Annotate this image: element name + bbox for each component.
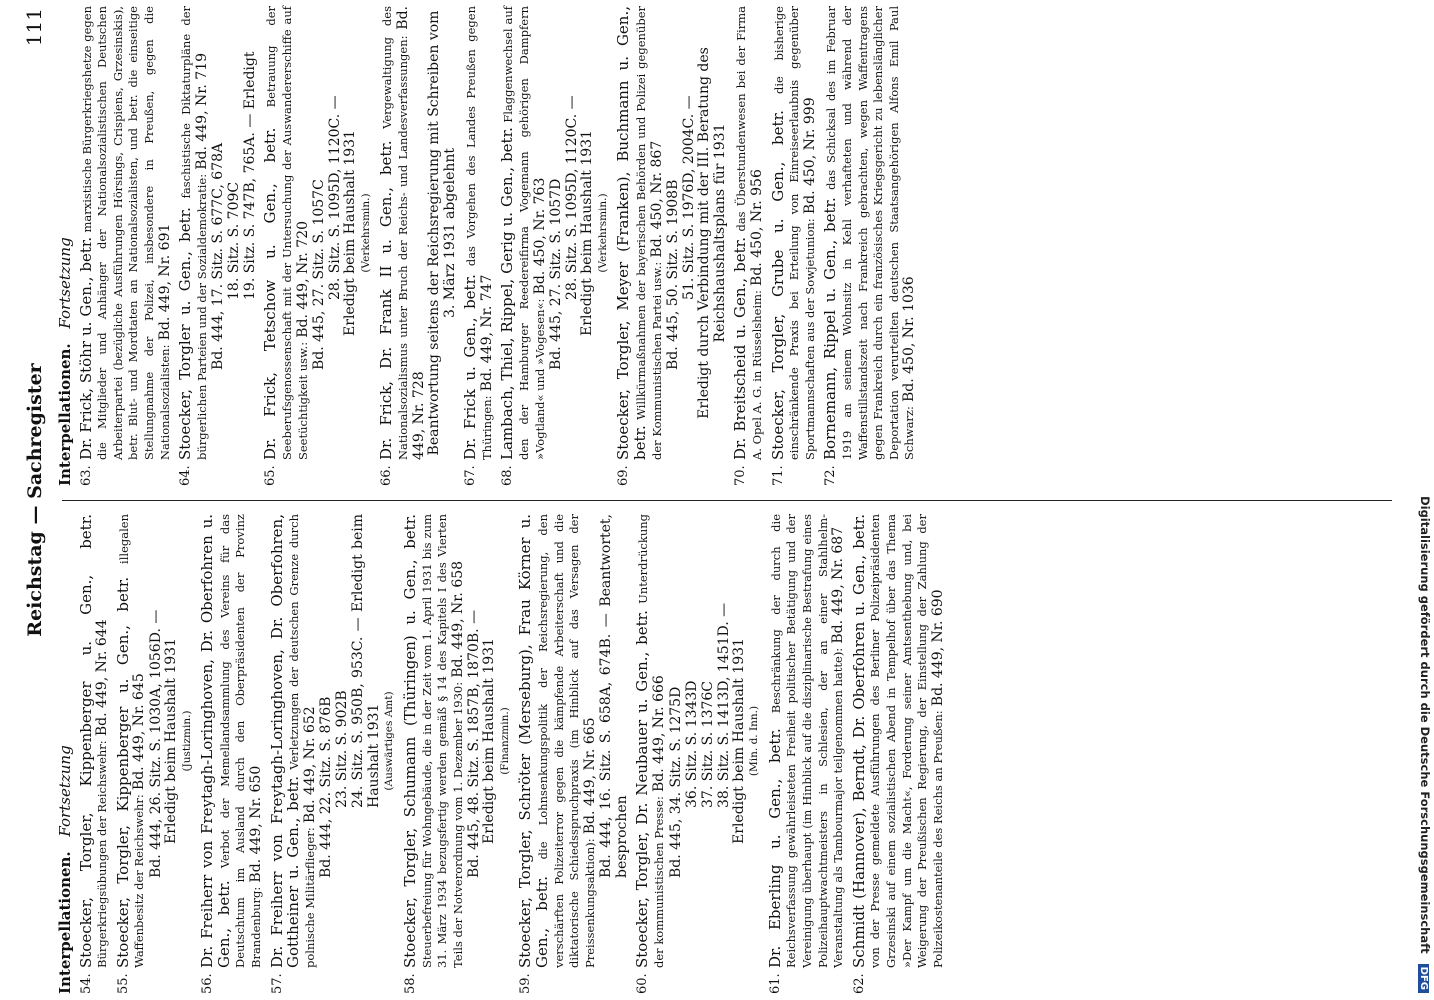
column-divider [62,500,1392,501]
session-reference: Bd. 445, 48. Sitz. S. 1857B, 1870B. — [466,609,483,878]
left-column [58,514,946,994]
entry-text [823,6,918,460]
entry-reference: Bd. 449, Nr. 644 [94,619,111,737]
entry-number: 62. [851,973,867,994]
register-entry [113,514,195,994]
session-reference: 23. Sitz. S. 902B [334,690,351,808]
entry-subject: die bisherige einschränkende Praxis bei Erteilung von Einreiseerlaubnis gegenüber Sportmannschaften aus der Sowjetunion: [771,6,817,460]
entry-text [500,6,548,460]
register-entry [849,514,947,994]
disposal-note: Erledigt beim Haushalt 1931 [481,638,498,844]
entry-number: 58. [402,973,418,994]
register-entry [263,6,374,486]
entry-authors: Dr. Frick u. Gen., betr. [461,274,480,460]
entry-reference: Bd. 449, Nr. 652 [301,706,318,824]
session-reference: Bd. 445, 50. Sitz. S. 1908B [665,179,682,370]
entry-authors: Stoecker, Torgler, Kippenberger u. Gen., betr. [113,576,132,968]
entry-number: 72. [823,465,839,486]
ministry-note: (Verkehrsmin.) [359,193,372,273]
ministry-note: (Verkehrsmin.) [596,193,609,273]
entry-list [76,5,918,486]
page-number: 111 [22,8,46,47]
entry-authors: Dr. Eberling u. Gen., betr. [765,728,784,968]
column-heading [58,514,74,994]
entry-reference: Bd. 450, Nr. 1036 [901,276,918,402]
entry-text [849,514,947,968]
entry-text [768,6,819,460]
register-entry [379,6,458,486]
entry-number: 55. [115,973,131,994]
disposal-note: Erledigt beim Haushalt 1931 [730,638,747,844]
entry-number: 70. [733,465,749,486]
entry-subject: Flaggenwechsel auf den der Hamburger Reedereifirma Vogemann gehörigen Dampfern »Vogtland« und »Vogesen«: [501,6,547,460]
entry-text [765,513,847,968]
entry-number: 59. [518,973,534,994]
entry-reference: Bd. 449, Nr. 720 [294,220,311,338]
entry-subject: illegalen Waffenbesitz der Reichswehr: [116,514,147,968]
disposal-note: Erledigt beim Haushalt 1931 [162,638,179,844]
ministry-note: (Justizmin.) [180,710,193,772]
digitization-notice-text: Digitalisierung gefördert durch die Deutsche Forschungsgemeinschaft [1418,496,1432,954]
session-reference: 51. Sitz. S. 1976D, 2004C. — [681,95,698,300]
entry-reference: Bd. 450, Nr. 999 [801,97,818,215]
register-entry [768,6,819,486]
entry-reference: Bd. 449, Nr. 658 [449,560,466,678]
entry-text [518,514,598,968]
entry-authors: Stoecker, Torgler u. Gen., betr. [176,207,195,460]
entry-number: 68. [500,465,516,486]
entry-reference: Bd. 449, Nr. 687 [830,526,847,644]
entry-authors: Dr. Frick, Tetschow u. Gen., betr. [261,127,280,460]
entry-text [200,514,264,968]
register-entry [178,6,258,486]
entry-text [267,513,319,968]
running-head-right: Sachregister [24,363,46,499]
disposal-note: Erledigt beim Haushalt 1931 [342,130,359,336]
entry-authors: Dr. Frick, Dr. Frank II u. Gen., betr. [377,140,396,460]
entry-text [113,514,148,968]
entry-subject: faschistische Diktaturpläne der bürgerlichen Parteien und der Sozialdemokratie: [179,6,209,460]
ministry-note: (Finanzmin.) [498,707,511,775]
dfg-logo: DFG [1418,964,1429,993]
session-reference: Bd. 445, 27. Sitz. S. 1057D [548,178,565,370]
entry-number: 69. [616,465,632,486]
entry-number: 54. [78,973,94,994]
session-reference: Bd. 444, 16. Sitz. S. 658A, 674B. — Beantwortet, besprochen [598,514,631,878]
session-reference: 18. Sitz. S. 709C [226,181,243,300]
register-entry [200,514,264,994]
entry-subject: Beschränkung der durch die Reichsverfassung gewährleisteten Freiheit politischer Betätigung und der Vereinigung überhaupt (im Hinblick auf die disziplinarische Bestrafung eines Polizeihauptwachtmeisters in Schlesien, der an einer Stahlhelm-Veranstaltung als Tambourmajor teilgenommen hatte): [768,513,846,968]
entry-authors: Schmidt (Hannover), Berndt, Dr. Oberfohren u. Gen., betr. [849,514,868,968]
register-entry [267,513,398,994]
entry-subject: Vergewaltigung des Nationalsozialismus unter Bruch der Reichs- und Landesverfassungen: [380,6,410,460]
running-head-dash: — [24,505,46,525]
session-reference: 19. Sitz. S. 747B, 765A. — Erledigt [242,51,259,300]
rotated-register-page [18,0,1408,1000]
entry-text [379,6,427,460]
entry-authors: Stoecker, Torgler, Kippenberger u. Gen., betr. [76,514,95,968]
entry-reference: Bd. 449, Nr. 728 [394,6,427,460]
column-heading-continuation: Fortsetzung [56,745,74,837]
register-entry [500,6,611,486]
register-entry [823,6,918,486]
entry-number: 56. [200,973,216,994]
running-head-left: Reichstag [24,531,46,637]
entry-subject: das Vorgehen des Landes Preußen gegen Thüringen: [464,6,494,460]
entry-authors: Bornemann, Rippel u. Gen., betr. [821,197,840,460]
entry-subject: Willkürmaßnahmen der bayerischen Behörden und Polizei gegenüber der Kommunistischen Partei usw.: [634,6,664,460]
register-entry [635,514,762,994]
entry-subject: marxistische Bürgerkriegshetze gegen die Mitglieder und Anhänger der Nationalsozialistischen Deutschen Arbeiterpartei (bezügliche Ausführungen Hörsings, Crispiens, Grzesinskis), betr. Blut- und Mordtaten an Nationalsozialisten, und betr. die einseitige Stellungnahme der Polizei, insbesondere in Preußen, gegen die Nationalsozialisten: [79,6,172,460]
session-reference: 37. Sitz. S. 1376C [699,680,716,808]
entry-number: 66. [379,465,395,486]
running-head [18,0,54,1000]
session-reference: Bd. 444, 22. Sitz. S. 876B [318,696,335,878]
digitization-notice [1410,8,1432,993]
entry-reference: Bd. 449, Nr. 747 [478,274,495,392]
entry-number: 61. [767,973,783,994]
register-entry [76,6,174,486]
entry-subject: Steuerbefreiung für Wohngebäude, die in der Zeit vom 1. April 1931 bis zum 31. März 1934 bezugsfertig werden gemäß § 14 des Kapitels I des Vierten Teils der Notverordnung vom 1. Dezember 1930: [419,514,465,968]
entry-reference: Bd. 449, Nr. 645 [131,673,148,791]
entry-reference: Bd. 449, Nr. 650 [247,765,264,883]
entry-reference: Bd. 449, Nr. 690 [929,589,946,707]
register-entry [463,6,495,486]
entry-reference: Bd. 449, Nr. 665 [581,717,598,835]
session-reference: Bd. 445, 34. Sitz. S. 1275D [667,686,684,878]
register-entry [765,513,847,994]
entry-text [463,6,495,460]
entry-reference: Bd. 450, Nr. 956 [749,169,765,286]
entry-authors: Lambach, Thiel, Rippel, Gerig u. Gen., betr. [498,127,517,460]
entry-number: 65. [263,465,279,486]
entry-subject: das Überstundenwesen bei der Firma A. Opel A. G. in Rüsselsheim: [734,5,764,460]
entry-authors: Stoecker, Torgler, Meyer (Franken), Buchmann u. Gen., betr. [614,6,650,460]
register-entry [616,6,728,486]
session-reference: 38. Sitz. S. 1413D, 1451D. — [715,602,732,808]
register-entry [518,514,630,994]
ministry-note: (Auswärtiges Amt) [383,691,396,791]
entry-text [178,6,210,460]
entry-subject: Verletzungen der deutschen Grenze durch polnische Militärflieger: [287,513,317,968]
entry-text [76,6,174,460]
entry-authors: Stoecker, Torgler, Schumann (Thüringen) u. Gen., betr. [400,514,419,968]
entry-subject: das Schicksal des im Februar 1919 an seinem Wohnsitz in Kehl verhafteten und während der Waffenstillstandszeit nach Frankreich gebrachten, wegen Waffentragens gegen Frankreich durch ein französisches Kriegsgericht zu lebenslänglicher Deportation verurteilten deutschen Staatsangehörigen Alfons Emil Paul Schwarz: [824,6,917,460]
entry-reference: Bd. 449, Nr. 691 [156,223,173,341]
running-head-title [24,0,46,1000]
entry-subject: die Lohnsenkungspolitik der Reichsregierung, den verschärften Polizeiterror gegen die kämpfende Arbeiterschaft und die diktatorische Schiedsspruchpraxis (im Hinblick auf das Versagen der Preissenkungsaktion): [536,514,597,968]
ministry-note: (Min. d. Inn.) [748,705,761,777]
entry-authors: Dr. Frick, Stöhr u. Gen., betr. [76,236,95,460]
entry-authors: Stoecker, Torgler, Schröter (Merseburg), Frau Körner u. Gen., betr. [516,514,552,968]
entry-reference: Bd. 449, Nr. 719 [193,52,210,170]
entry-subject: Unterdrückung der kommunistischen Presse: [636,514,667,968]
column-heading [58,6,74,486]
session-reference: 28. Sitz. S. 1095D, 1120C. — [327,95,344,300]
session-reference: Bd. 444, 17. Sitz. S. 677C, 678A [210,142,227,370]
entry-number: 64. [178,465,194,486]
entry-reference: Bd. 450, Nr. 763 [531,177,548,295]
entry-authors: Stoecker, Torgler, Dr. Neubauer u. Gen., betr. [633,610,652,968]
column-heading-continuation: Fortsetzung [56,237,74,329]
entry-text [400,514,466,968]
session-reference: Bd. 445, 27. Sitz. S. 1057C [311,179,328,370]
register-entry [400,514,514,994]
entry-number: 57. [269,973,285,994]
entry-text [76,514,111,968]
session-reference: 24. Sitz. S. 950B, 953C. — Erledigt beim Haushalt 1931 [350,514,383,808]
entry-number: 71. [770,465,786,486]
entry-note: Beantwortung seitens der Reichsregierung mit Schreiben vom 3. März 1931 abgelehnt [426,10,458,456]
entry-number: 67. [463,465,479,486]
entry-subject: Verbot der Memellandsammlung des Vereins für das Deutschtum im Ausland durch den Oberpräsidenten der Provinz Brandenburg: [217,514,263,968]
entry-text [263,6,311,460]
right-column [58,6,918,486]
entry-authors: Stoecker, Torgler, Grube u. Gen., betr. [768,110,787,460]
register-entry [76,514,111,994]
entry-number: 63. [78,465,94,486]
entry-list [76,513,947,994]
entry-authors: Dr. Breitscheid u. Gen., betr. [731,237,750,460]
session-reference: 36. Sitz. S. 1343D [683,680,700,808]
entry-text [733,6,765,460]
entry-subject: Betrauung der Seeberufsgenossenschaft mit der Untersuchung der Auswandererschiffe auf Seetüchtigkeit usw.: [264,5,310,460]
register-entry [733,6,765,486]
entry-text [616,6,665,460]
disposal-note: Erledigt beim Haushalt 1931 [579,130,596,336]
entry-authors: Dr. Freiherr von Freytagh-Loringhoven, Dr. Oberfohren, Gottheiner u. Gen., betr. [267,514,303,968]
entry-number: 60. [635,973,651,994]
entry-reference: Bd. 449, Nr. 666 [651,675,668,792]
entry-reference: Bd. 450, Nr. 867 [648,140,665,258]
session-reference: Bd. 444, 26. Sitz. S. 1030A, 1056D. — [147,609,164,878]
entry-text [635,514,667,968]
entry-authors: Dr. Freiherr von Freytagh-Loringhoven, Dr. Oberfohren u. Gen., betr. [198,514,233,968]
entry-subject: von der Presse gemeldete Ausführungen des Berliner Polizeipräsidenten Grzesinski auf einem sozialistischen Abend in Tempelhof über das Thema »Der Kampf um die Macht«, Forderung seiner Amtsenthebung und, bei Weigerung der Preußischen Regierung, der Einstellung der Zahlung der Polizeikostenanteile des Reichs an Preußen: [868,514,945,968]
session-reference: 28. Sitz. S. 1095D, 1120C. — [564,95,581,300]
column-heading-title: Interpellationen. [56,851,74,994]
disposal-note: Erledigt durch Verbindung mit der III. Beratung des Reichshaushaltsplans für 1931 [696,47,728,419]
column-heading-title: Interpellationen. [56,343,74,486]
entry-subject: Bürgerkriegsübungen der Reichswehr: [95,740,110,968]
